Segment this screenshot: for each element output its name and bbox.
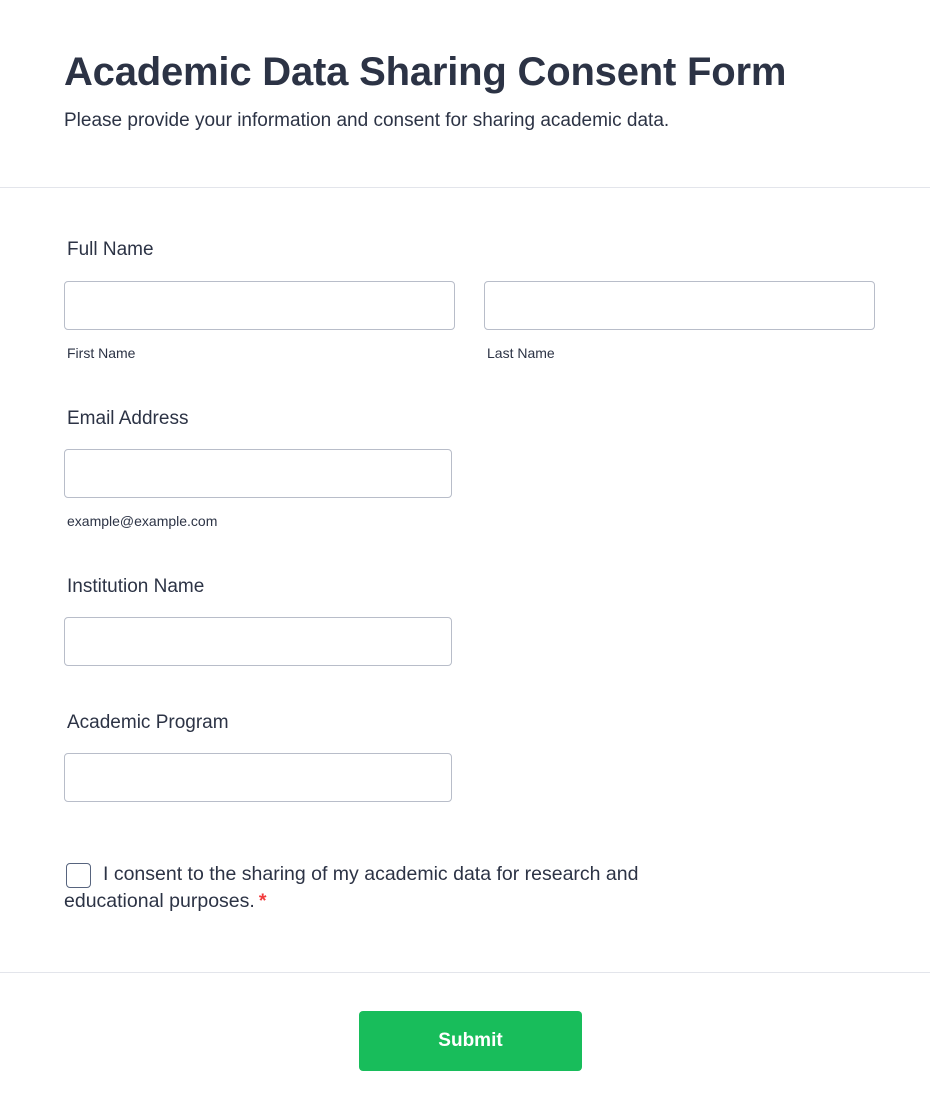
- form-subtitle: Please provide your information and consent for sharing academic data.: [64, 110, 670, 131]
- full-name-label: Full Name: [67, 239, 154, 260]
- consent-text: I consent to the sharing of my academic data for research and educational purposes.: [64, 863, 639, 912]
- form-title: Academic Data Sharing Consent Form: [64, 50, 787, 94]
- first-name-input[interactable]: [64, 281, 455, 330]
- email-label: Email Address: [67, 408, 189, 429]
- required-indicator: *: [258, 890, 267, 912]
- last-name-input[interactable]: [484, 281, 875, 330]
- last-name-sublabel: Last Name: [487, 345, 555, 361]
- form-header: [0, 0, 930, 188]
- submit-button[interactable]: Submit: [359, 1011, 582, 1071]
- institution-label: Institution Name: [67, 576, 205, 597]
- institution-input[interactable]: [64, 617, 452, 666]
- email-input[interactable]: [64, 449, 452, 498]
- email-sublabel: example@example.com: [67, 513, 218, 529]
- consent-label: [64, 861, 704, 915]
- program-label: Academic Program: [67, 712, 229, 733]
- consent-checkbox[interactable]: [66, 863, 91, 888]
- first-name-sublabel: First Name: [67, 345, 136, 361]
- program-input[interactable]: [64, 753, 452, 802]
